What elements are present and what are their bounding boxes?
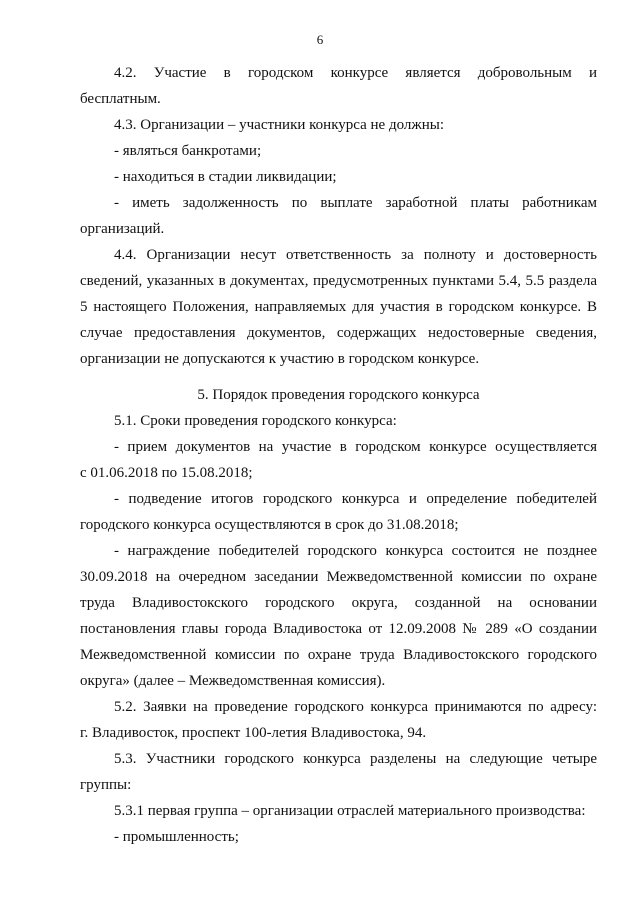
page-number: 6 xyxy=(316,32,324,47)
text-line: 4.3. Организации – участники конкурса не должны: xyxy=(114,117,445,133)
text-line: 5.3. Участники городского конкурса разделены на следующие четыре xyxy=(114,751,597,767)
section-heading: 5. Порядок проведения городского конкурса xyxy=(197,387,480,403)
text-line: группы: xyxy=(80,777,132,793)
text-line: - иметь задолженность по выплате заработной платы работникам xyxy=(114,195,597,211)
text-line: организаций. xyxy=(80,221,165,237)
text-line: 5.1. Сроки проведения городского конкурса: xyxy=(114,413,397,429)
text-line: - являться банкротами; xyxy=(114,143,262,159)
text-line: 4.4. Организации несут ответственность за полноту и достоверность xyxy=(114,247,597,263)
text-line: труда Владивостокского городского округа, созданной на основании xyxy=(80,595,597,611)
text-line: 4.2. Участие в городском конкурсе является добровольным и xyxy=(114,65,597,81)
text-line: - награждение победителей городского конкурса состоится не позднее xyxy=(114,543,597,559)
text-line: городского конкурса осуществляются в срок до 31.08.2018; xyxy=(80,517,459,533)
text-line: сведений, указанных в документах, предусмотренных пунктами 5.4, 5.5 раздела xyxy=(80,273,597,289)
text-line: организации не допускаются к участию в городском конкурсе. xyxy=(80,351,480,367)
text-line: случае предоставления документов, содержащих недостоверные сведения, xyxy=(80,325,597,341)
text-line: 30.09.2018 на очередном заседании Межведомственной комиссии по охране xyxy=(80,569,597,585)
text-line: с 01.06.2018 по 15.08.2018; xyxy=(80,465,253,481)
text-line: постановления главы города Владивостока от 12.09.2008 № 289 «О создании xyxy=(80,621,597,637)
text-line: - подведение итогов городского конкурса и определение победителей xyxy=(114,491,597,507)
text-line: г. Владивосток, проспект 100-летия Владивостока, 94. xyxy=(80,725,427,741)
text-line: 5 настоящего Положения, направляемых для участия в городском конкурсе. В xyxy=(80,299,597,315)
text-line: - промышленность; xyxy=(114,829,239,845)
text-line: - прием документов на участие в городском конкурсе осуществляется xyxy=(114,439,597,455)
text-line: округа» (далее – Межведомственная комиссия). xyxy=(80,673,386,689)
text-line: 5.3.1 первая группа – организации отраслей материального производства: xyxy=(114,803,586,819)
text-line: 5.2. Заявки на проведение городского конкурса принимаются по адресу: xyxy=(114,699,597,715)
text-line: - находиться в стадии ликвидации; xyxy=(114,169,337,185)
text-line: Межведомственной комиссии по охране труда Владивостокского городского xyxy=(80,647,597,663)
text-line: бесплатным. xyxy=(80,91,161,107)
